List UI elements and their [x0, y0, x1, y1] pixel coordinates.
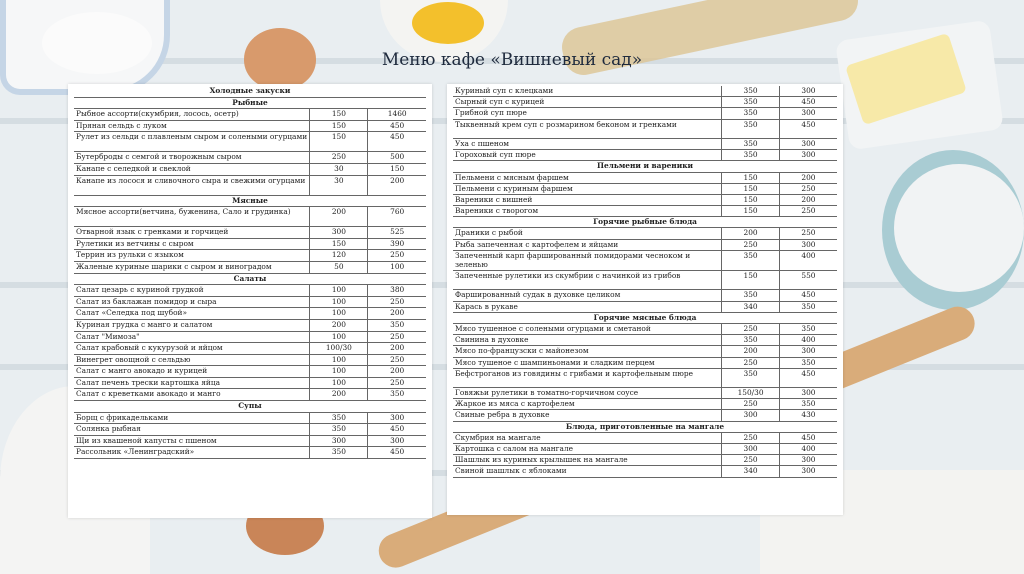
- dish-name: Шашлык из куриных крылышек на мангале: [453, 455, 722, 466]
- menu-item-row: [453, 323, 837, 334]
- dish-price: 250: [779, 228, 837, 239]
- dish-price: 450: [368, 424, 426, 436]
- dish-name: Мясное ассорти(ветчина, буженина, Сало и грудинка): [74, 207, 310, 227]
- dish-name: Жаленые куриные шарики с сыром и виноградом: [74, 261, 310, 273]
- dish-name: Бутерброды с семгой и творожным сыром: [74, 152, 310, 164]
- dish-weight: 100: [310, 377, 368, 389]
- dish-weight: 250: [722, 357, 780, 368]
- dish-name: Рыбное ассорти(скумбрия, лосось, осетр): [74, 109, 310, 121]
- dish-weight: 200: [722, 346, 780, 357]
- menu-item-row: [74, 109, 426, 121]
- menu-item-row: [74, 250, 426, 262]
- dish-name: Винегрет овощной с сельдью: [74, 354, 310, 366]
- dish-weight: 150: [722, 183, 780, 194]
- dish-price: 250: [368, 331, 426, 343]
- menu-page-right: [447, 84, 843, 515]
- dish-weight: 300: [310, 227, 368, 239]
- dish-price: 250: [368, 354, 426, 366]
- dish-price: 450: [779, 119, 837, 138]
- dish-name: Пряная сельдь с луком: [74, 120, 310, 132]
- dish-weight: 150/30: [722, 388, 780, 399]
- dish-price: 250: [779, 206, 837, 217]
- dish-price: 100: [368, 261, 426, 273]
- dish-price: 250: [368, 296, 426, 308]
- section-heading: Холодные закуски: [74, 86, 426, 97]
- dish-name: Тыквенный крем суп с розмарином беконом и гренками: [453, 119, 722, 138]
- dish-price: 1460: [368, 109, 426, 121]
- dish-weight: 350: [722, 97, 780, 108]
- dish-weight: 350: [722, 150, 780, 161]
- menu-item-row: [453, 119, 837, 138]
- menu-item-row: [453, 455, 837, 466]
- dish-name: Драники с рыбой: [453, 228, 722, 239]
- menu-item-row: [74, 377, 426, 389]
- dish-name: Свиные ребра в духовке: [453, 410, 722, 421]
- dish-price: 450: [779, 432, 837, 443]
- dish-name: Канапе из лосося и сливочного сыра и свежими огурцами: [74, 175, 310, 195]
- dish-price: 450: [779, 368, 837, 387]
- menu-item-row: [74, 447, 426, 459]
- dish-weight: 250: [722, 455, 780, 466]
- dish-price: 200: [368, 308, 426, 320]
- dish-name: Пельмени с мясным фаршем: [453, 172, 722, 183]
- dish-name: Солянка рыбная: [74, 424, 310, 436]
- dish-price: 350: [779, 399, 837, 410]
- dish-name: Карась в рукаве: [453, 301, 722, 312]
- menu-item-row: [74, 132, 426, 152]
- dish-name: Рыба запеченная с картофелем и яйцами: [453, 239, 722, 250]
- menu-item-row: [453, 271, 837, 290]
- dish-weight: 100: [310, 354, 368, 366]
- menu-section-row: [74, 401, 426, 413]
- menu-item-row: [74, 296, 426, 308]
- menu-section-row: [453, 161, 837, 172]
- menu-section-row: [453, 217, 837, 228]
- dish-weight: 150: [722, 194, 780, 205]
- dish-price: 300: [779, 346, 837, 357]
- menu-item-row: [74, 308, 426, 320]
- menu-item-row: [453, 432, 837, 443]
- dish-weight: 300: [722, 444, 780, 455]
- dish-name: Вареники с вишней: [453, 194, 722, 205]
- dish-price: 380: [368, 285, 426, 297]
- dish-price: 150: [368, 163, 426, 175]
- menu-item-row: [74, 238, 426, 250]
- dish-weight: 200: [310, 319, 368, 331]
- dish-weight: 100: [310, 331, 368, 343]
- dish-price: 350: [368, 389, 426, 401]
- dish-price: 550: [779, 271, 837, 290]
- dish-name: Свиной шашлык с яблоками: [453, 466, 722, 477]
- menu-item-row: [453, 290, 837, 301]
- dish-price: 200: [368, 343, 426, 355]
- section-heading: Супы: [74, 401, 426, 413]
- dish-weight: 350: [310, 424, 368, 436]
- dish-weight: 250: [722, 323, 780, 334]
- dish-name: Щи из квашеной капусты с пшеном: [74, 435, 310, 447]
- section-heading: Мясные: [74, 195, 426, 207]
- dish-weight: 200: [310, 389, 368, 401]
- menu-item-row: [74, 261, 426, 273]
- dish-name: Рулетики из ветчины с сыром: [74, 238, 310, 250]
- dish-price: 300: [779, 108, 837, 119]
- dish-price: 350: [368, 319, 426, 331]
- menu-item-row: [74, 354, 426, 366]
- dish-price: 200: [368, 175, 426, 195]
- menu-item-row: [453, 108, 837, 119]
- menu-item-row: [453, 466, 837, 477]
- dish-name: Салат цезарь с куриной грудкой: [74, 285, 310, 297]
- dish-weight: 200: [722, 228, 780, 239]
- dish-price: 250: [779, 183, 837, 194]
- dish-price: 200: [779, 194, 837, 205]
- dish-weight: 150: [310, 238, 368, 250]
- dish-weight: 250: [722, 239, 780, 250]
- dish-weight: 100: [310, 366, 368, 378]
- dish-weight: 100: [310, 285, 368, 297]
- section-heading: Салаты: [74, 273, 426, 285]
- dish-name: Рулет из сельди с плавленым сыром и солеными огурцами: [74, 132, 310, 152]
- section-heading: Рыбные: [74, 97, 426, 109]
- dish-name: Картошка с салом на мангале: [453, 444, 722, 455]
- dish-weight: 150: [722, 206, 780, 217]
- menu-item-row: [74, 319, 426, 331]
- menu-item-row: [453, 250, 837, 270]
- menu-item-row: [453, 206, 837, 217]
- menu-item-row: [453, 335, 837, 346]
- dish-name: Мясо тушенное с солеными огурцами и сметаной: [453, 323, 722, 334]
- menu-item-row: [453, 194, 837, 205]
- dish-name: Куриный суп с клецками: [453, 86, 722, 97]
- menu-item-row: [453, 399, 837, 410]
- dish-price: 500: [368, 152, 426, 164]
- dish-weight: 350: [310, 412, 368, 424]
- menu-table-right: [453, 86, 837, 478]
- menu-item-row: [453, 301, 837, 312]
- dish-price: 300: [368, 435, 426, 447]
- dish-name: Куриная грудка с манго и салатом: [74, 319, 310, 331]
- dish-price: 200: [368, 366, 426, 378]
- dish-price: 200: [779, 172, 837, 183]
- menu-item-row: [453, 172, 837, 183]
- dish-name: Свинина в духовке: [453, 335, 722, 346]
- dish-weight: 350: [722, 335, 780, 346]
- dish-price: 390: [368, 238, 426, 250]
- dish-weight: 250: [722, 399, 780, 410]
- dish-weight: 300: [722, 410, 780, 421]
- dish-weight: 50: [310, 261, 368, 273]
- section-heading: Горячие мясные блюда: [453, 312, 837, 323]
- dish-name: Скумбрия на мангале: [453, 432, 722, 443]
- menu-item-row: [74, 120, 426, 132]
- dish-price: 430: [779, 410, 837, 421]
- dish-price: 300: [368, 412, 426, 424]
- dish-weight: 340: [722, 466, 780, 477]
- menu-item-row: [453, 357, 837, 368]
- dish-price: 350: [779, 323, 837, 334]
- dish-weight: 150: [722, 271, 780, 290]
- dish-name: Говяжьи рулетики в томатно-горчичном соусе: [453, 388, 722, 399]
- dish-name: Салат "Мимоза": [74, 331, 310, 343]
- menu-table-left: [74, 86, 426, 459]
- dish-name: Салат печень трески картошка яйца: [74, 377, 310, 389]
- dish-weight: 150: [310, 120, 368, 132]
- dish-name: Мясо по-французски с майонезом: [453, 346, 722, 357]
- dish-weight: 150: [310, 109, 368, 121]
- menu-section-row: [74, 195, 426, 207]
- menu-item-row: [453, 346, 837, 357]
- menu-item-row: [74, 389, 426, 401]
- dish-weight: 350: [722, 250, 780, 270]
- dish-weight: 350: [310, 447, 368, 459]
- dish-price: 350: [779, 301, 837, 312]
- dish-name: Грибной суп пюре: [453, 108, 722, 119]
- menu-item-row: [74, 175, 426, 195]
- dish-name: Мясо тушеное с шампиньонами и сладким перцем: [453, 357, 722, 368]
- dish-price: 400: [779, 335, 837, 346]
- menu-item-row: [453, 388, 837, 399]
- dish-weight: 350: [722, 368, 780, 387]
- dish-name: Салат крабовый с кукурузой и яйцом: [74, 343, 310, 355]
- dish-weight: 100: [310, 308, 368, 320]
- dish-price: 300: [779, 455, 837, 466]
- dish-weight: 350: [722, 138, 780, 149]
- menu-item-row: [74, 207, 426, 227]
- dish-price: 300: [779, 388, 837, 399]
- menu-section-row: [453, 421, 837, 432]
- dish-name: Салат «Селедка под шубой»: [74, 308, 310, 320]
- dish-price: 350: [779, 357, 837, 368]
- menu-item-row: [74, 435, 426, 447]
- menu-item-row: [74, 366, 426, 378]
- dish-name: Фаршированный судак в духовке целиком: [453, 290, 722, 301]
- menu-item-row: [453, 97, 837, 108]
- menu-item-row: [453, 228, 837, 239]
- menu-item-row: [453, 410, 837, 421]
- dish-price: 250: [368, 377, 426, 389]
- dish-name: Террин из рульки с языком: [74, 250, 310, 262]
- dish-price: 400: [779, 250, 837, 270]
- slide-title: Меню кафе «Вишневый сад»: [381, 50, 643, 70]
- dish-name: Жаркое из мяса с картофелем: [453, 399, 722, 410]
- menu-item-row: [74, 412, 426, 424]
- dish-weight: 350: [722, 108, 780, 119]
- dish-name: Борщ с фрикадельками: [74, 412, 310, 424]
- menu-item-row: [453, 86, 837, 97]
- dish-price: 300: [779, 138, 837, 149]
- menu-item-row: [74, 227, 426, 239]
- dish-price: 450: [368, 132, 426, 152]
- dish-weight: 30: [310, 163, 368, 175]
- dish-price: 525: [368, 227, 426, 239]
- dish-weight: 30: [310, 175, 368, 195]
- dish-weight: 150: [310, 132, 368, 152]
- dish-weight: 120: [310, 250, 368, 262]
- menu-item-row: [453, 138, 837, 149]
- dish-name: Пельмени с куриным фаршем: [453, 183, 722, 194]
- menu-item-row: [74, 424, 426, 436]
- dish-price: 300: [779, 86, 837, 97]
- section-heading: Пельмени и вареники: [453, 161, 837, 172]
- menu-section-row: [453, 312, 837, 323]
- dish-name: Бефстроганов из говядины с грибами и картофельным пюре: [453, 368, 722, 387]
- dish-weight: 100: [310, 296, 368, 308]
- dish-price: 450: [368, 447, 426, 459]
- dish-weight: 340: [722, 301, 780, 312]
- dish-weight: 150: [722, 172, 780, 183]
- dish-price: 450: [779, 97, 837, 108]
- dish-name: Гороховый суп пюре: [453, 150, 722, 161]
- menu-item-row: [453, 239, 837, 250]
- dish-name: Салат с манго авокадо и курицей: [74, 366, 310, 378]
- dish-price: 250: [368, 250, 426, 262]
- menu-item-row: [74, 285, 426, 297]
- dish-name: Салат с креветками авокадо и манго: [74, 389, 310, 401]
- dish-price: 300: [779, 466, 837, 477]
- dish-weight: 200: [310, 207, 368, 227]
- section-heading: Горячие рыбные блюда: [453, 217, 837, 228]
- menu-item-row: [453, 183, 837, 194]
- dish-name: Запеченный карп фаршированный помидорами чесноком и зеленью: [453, 250, 722, 270]
- dish-name: Канапе с селедкой и свеклой: [74, 163, 310, 175]
- menu-item-row: [74, 163, 426, 175]
- dish-weight: 250: [722, 432, 780, 443]
- menu-section-row: [74, 273, 426, 285]
- dish-name: Отварной язык с гренками и горчицей: [74, 227, 310, 239]
- dish-name: Уха с пшеном: [453, 138, 722, 149]
- dish-name: Запеченные рулетики из скумбрии с начинкой из грибов: [453, 271, 722, 290]
- dish-price: 450: [779, 290, 837, 301]
- dish-price: 300: [779, 239, 837, 250]
- dish-name: Рассольник «Ленинградский»: [74, 447, 310, 459]
- dish-price: 450: [368, 120, 426, 132]
- menu-section-row: [74, 86, 426, 97]
- dish-name: Салат из баклажан помидор и сыра: [74, 296, 310, 308]
- dish-price: 300: [779, 150, 837, 161]
- menu-item-row: [74, 343, 426, 355]
- dish-weight: 350: [722, 119, 780, 138]
- dish-price: 400: [779, 444, 837, 455]
- menu-item-row: [453, 368, 837, 387]
- menu-page-left: [68, 84, 432, 518]
- dish-weight: 350: [722, 290, 780, 301]
- dish-weight: 350: [722, 86, 780, 97]
- menu-item-row: [74, 331, 426, 343]
- menu-section-row: [74, 97, 426, 109]
- dish-name: Вареники с творогом: [453, 206, 722, 217]
- dish-weight: 300: [310, 435, 368, 447]
- menu-item-row: [453, 150, 837, 161]
- dish-weight: 250: [310, 152, 368, 164]
- dish-name: Сырный суп с курицей: [453, 97, 722, 108]
- menu-item-row: [453, 444, 837, 455]
- dish-price: 760: [368, 207, 426, 227]
- section-heading: Блюда, приготовленные на мангале: [453, 421, 837, 432]
- menu-item-row: [74, 152, 426, 164]
- dish-weight: 100/30: [310, 343, 368, 355]
